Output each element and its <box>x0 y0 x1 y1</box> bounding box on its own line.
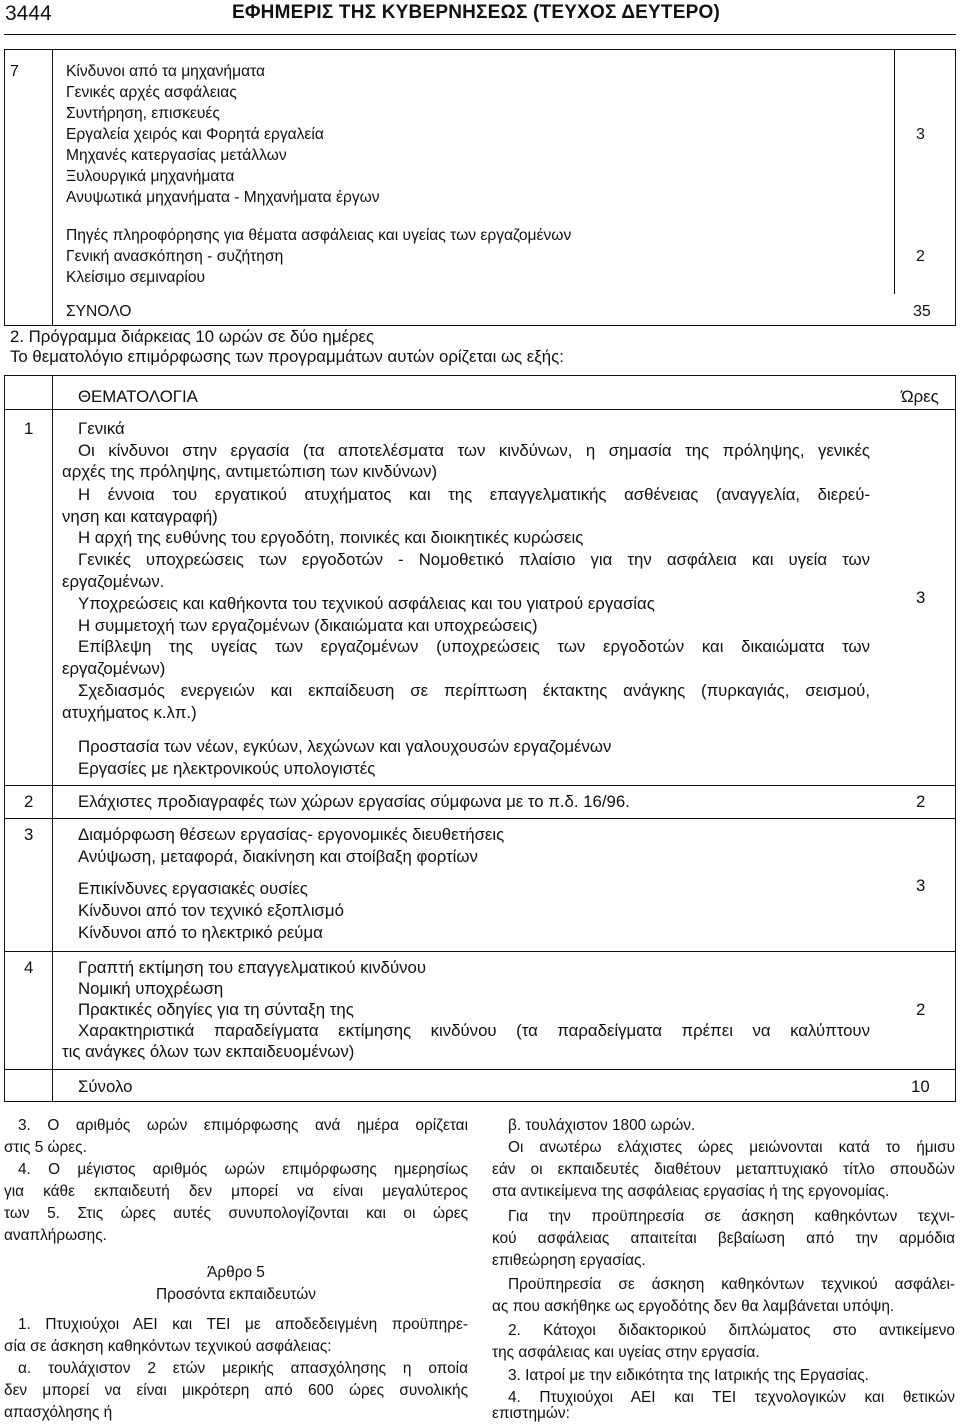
paragraph-line: 4. Ο μέγιστος αριθμός ωρών επιμόρφωσης ημερησίως <box>18 1161 468 1178</box>
table-left-border <box>4 49 5 325</box>
table-column-divider <box>52 375 53 1101</box>
paragraph-line: β. τουλάχιστον 1800 ωρών. <box>508 1117 696 1134</box>
paragraph-line: 2. Κάτοχοι διδακτορικού διπλώματος στο αντικείμενο <box>508 1322 955 1339</box>
article-title: Άρθρο 5 <box>207 1264 265 1281</box>
paragraph-line: 4. Πτυχιούχοι ΑΕΙ και ΤΕΙ τεχνολογικών και θετικών <box>508 1389 955 1406</box>
paragraph-line: επιθεώρηση εργασίας. <box>492 1252 646 1269</box>
paragraph-line: της ασφάλειας και υγείας στην εργασία. <box>492 1344 760 1361</box>
page-number: 3444 <box>5 2 52 25</box>
topic-line: Κίνδυνοι από το ηλεκτρικό ρεύμα <box>78 923 323 942</box>
paragraph-line: στα αντικείμενα της ασφάλειας εργασίας ή της εργονομίας. <box>492 1183 890 1200</box>
paragraph-line: επιστημών: <box>492 1405 570 1422</box>
topic-line: Εργασίες με ηλεκτρονικούς υπολογιστές <box>78 759 376 778</box>
topic-line: Η έννοια του εργατικού ατυχήματος και της επαγγελματικής ασθένειας (αναγγελία, διερεύ- <box>78 485 870 504</box>
topic-line: Πρακτικές οδηγίες για τη σύνταξη της <box>78 1000 354 1019</box>
paragraph-line: δεν μπορεί να είναι μικρότερη από 600 ώρες συνολικής <box>4 1382 468 1399</box>
paragraph-line: α. τουλάχιστον 2 ετών μερικής απασχόλησης η οποία <box>18 1360 468 1377</box>
table-header-divider <box>4 409 956 410</box>
topic-line: αρχές της πρόληψης, αντιμετώπιση των κινδύνων) <box>62 462 438 481</box>
paragraph-line: κού ασφάλειας απαιτείται βεβαίωση από την αρμόδια <box>492 1230 955 1247</box>
topic-line: Πηγές πληροφόρησης για θέματα ασφάλειας και υγείας των εργαζομένων <box>66 227 572 244</box>
topic-line: Προστασία των νέων, εγκύων, λεχώνων και γαλουχουσών εργαζομένων <box>78 737 612 756</box>
topic-line: Ανύψωση, μεταφορά, διακίνηση και στοίβαξη φορτίων <box>78 847 478 866</box>
total-label: Σύνολο <box>78 1077 133 1096</box>
topic-line: εργαζομένων) <box>62 659 166 678</box>
paragraph-line: Για την προϋπηρεσία σε άσκηση καθηκόντων τεχνι- <box>508 1208 955 1225</box>
paragraph-line: ας που ασκήθηκε ως εργοδότης δεν θα λαμβάνεται υπόψη. <box>492 1298 895 1315</box>
table-bottom-border <box>4 1101 956 1102</box>
row-number: 4 <box>24 958 34 977</box>
paragraph-line: για κάθε εκπαιδευτή δεν μπορεί να είναι μεγαλύτερος <box>4 1183 468 1200</box>
topic-line: Η αρχή της ευθύνης του εργοδότη, ποινικές και διοικητικές κυρώσεις <box>78 528 584 547</box>
topic-line: Η συμμετοχή των εργαζομένων (δικαιώματα και υποχρεώσεις) <box>78 616 538 635</box>
gazette-title: ΕΦΗΜΕΡΙΣ ΤΗΣ ΚΥΒΕΡΝΗΣΕΩΣ (ΤΕΥΧΟΣ ΔΕΥΤΕΡΟ) <box>232 2 720 23</box>
table-right-border <box>955 49 956 325</box>
header-hours: Ώρες <box>901 387 939 406</box>
row-number: 2 <box>24 792 34 811</box>
row-number: 1 <box>24 419 34 438</box>
topic-line: Εργαλεία χειρός και Φορητά εργαλεία <box>66 126 324 143</box>
topic-line: Γενικές υποχρεώσεις των εργοδοτών - Νομοθετικό πλαίσιο για την ασφάλεια και υγεία των <box>78 550 870 569</box>
program-intro: 2. Πρόγραμμα διάρκειας 10 ωρών σε δύο ημέρες <box>10 327 375 346</box>
table-top-border <box>4 49 956 50</box>
paragraph-line: αναπλήρωσης. <box>4 1227 107 1244</box>
row-number: 7 <box>10 63 19 80</box>
hours-value: 3 <box>916 876 926 895</box>
table-right-border <box>955 375 956 1101</box>
row-divider <box>4 818 956 819</box>
table-top-border <box>4 375 956 376</box>
topic-line: Νομική υποχρέωση <box>78 979 224 998</box>
topic-line: Γενικές αρχές ασφάλειας <box>66 84 237 101</box>
topic-line: Επικίνδυνες εργασιακές ουσίες <box>78 879 308 898</box>
paragraph-line: των 5. Στις ώρες αυτές συνυπολογίζονται και οι ώρες <box>4 1205 468 1222</box>
topic-line: Υποχρεώσεις και καθήκοντα του τεχνικού ασφάλειας και του γιατρού εργασίας <box>78 594 655 613</box>
topic-line: εργαζομένων. <box>62 572 165 591</box>
row-divider <box>4 951 956 952</box>
row-divider <box>4 1069 956 1070</box>
paragraph-line: 1. Πτυχιούχοι ΑΕΙ και ΤΕΙ με αποδεδειγμένη προϋπηρε- <box>18 1316 468 1333</box>
hours-value: 2 <box>916 248 925 265</box>
topic-line: Χαρακτηριστικά παραδείγματα εκτίμησης κινδύνου (τα παραδείγματα πρέπει να καλύπτουν <box>78 1021 870 1040</box>
paragraph-line: εάν οι εκπαιδευτές διαθέτουν μεταπτυχιακό τίτλο σπουδών <box>492 1161 955 1178</box>
hours-value: 3 <box>916 126 925 143</box>
article-subtitle: Προσόντα εκπαιδευτών <box>156 1286 316 1303</box>
paragraph-line: 3. Ιατροί με την ειδικότητα της Ιατρικής της Εργασίας. <box>508 1367 869 1384</box>
total-value: 35 <box>913 303 931 320</box>
topic-line: Ελάχιστες προδιαγραφές των χώρων εργασίας σύμφωνα με το π.δ. 16/96. <box>78 792 630 811</box>
topic-line: τις ανάγκες όλων των εκπαιδευομένων) <box>62 1042 355 1061</box>
topic-line: Οι κίνδυνοι στην εργασία (τα αποτελέσματα των κινδύνων, η σημασία της πρόληψης, γενικές <box>78 441 870 460</box>
paragraph-line: 3. Ο αριθμός ωρών επιμόρφωσης ανά ημέρα ορίζεται <box>18 1117 468 1134</box>
topic-line: Σχεδιασμός ενεργειών και εκπαίδευση σε περίπτωση έκτακτης ανάγκης (πυρκαγιάς, σεισμού, <box>78 681 870 700</box>
total-value: 10 <box>911 1077 930 1096</box>
paragraph-line: Προϋπηρεσία σε άσκηση καθηκόντων τεχνικού ασφάλει- <box>508 1276 955 1293</box>
paragraph-line: στις 5 ώρες. <box>4 1139 87 1156</box>
header-subject: ΘΕΜΑΤΟΛΟΓΙΑ <box>78 387 198 406</box>
header-divider <box>4 34 956 35</box>
page-header <box>0 0 960 30</box>
hours-value: 3 <box>916 588 926 607</box>
topic-line: Επίβλεψη της υγείας των εργαζομένων (υποχρεώσεις των εργοδοτών και δικαιώματα των <box>78 637 870 656</box>
table-column-divider <box>52 49 53 325</box>
topic-line: ατυχήματος κ.λπ.) <box>62 703 197 722</box>
program-intro-subtitle: Το θεματολόγιο επιμόρφωσης των προγραμμάτων αυτών ορίζεται ως εξής: <box>10 347 564 366</box>
total-label: ΣΥΝΟΛΟ <box>66 303 132 320</box>
row-divider <box>4 785 956 786</box>
topic-line: Κλείσιμο σεμιναρίου <box>66 269 206 286</box>
row-title: Γενικά <box>78 419 125 438</box>
paragraph-line: Οι ανωτέρω ελάχιστες ώρες μειώνονται κατά το ήμισυ <box>508 1139 955 1156</box>
topic-line: Γραπτή εκτίμηση του επαγγελματικού κινδύνου <box>78 958 427 977</box>
hours-value: 2 <box>916 792 926 811</box>
topic-line: Γενική ανασκόπηση - συζήτηση <box>66 248 284 265</box>
table-left-border <box>4 375 5 1101</box>
paragraph-line: απασχόλησης ή <box>4 1404 113 1421</box>
row-number: 3 <box>24 825 34 844</box>
paragraph-line: σία σε άσκηση καθηκόντων τεχνικού ασφάλειας: <box>4 1338 332 1355</box>
topic-line: νηση και καταγραφή) <box>62 507 218 526</box>
topic-line: Διαμόρφωση θέσεων εργασίας- εργονομικές διευθετήσεις <box>78 825 505 844</box>
topic-line: Συντήρηση, επισκευές <box>66 105 220 122</box>
topic-line: Μηχανές κατεργασίας μετάλλων <box>66 147 287 164</box>
topic-line: Κίνδυνοι από τον τεχνικό εξοπλισμό <box>78 901 344 920</box>
hours-value: 2 <box>916 1000 926 1019</box>
topic-line: Κίνδυνοι από τα μηχανήματα <box>66 63 266 80</box>
topic-line: Ανυψωτικά μηχανήματα - Μηχανήματα έργων <box>66 189 380 206</box>
topic-line: Ξυλουργικά μηχανήματα <box>66 168 235 185</box>
table-hours-divider <box>894 49 895 294</box>
